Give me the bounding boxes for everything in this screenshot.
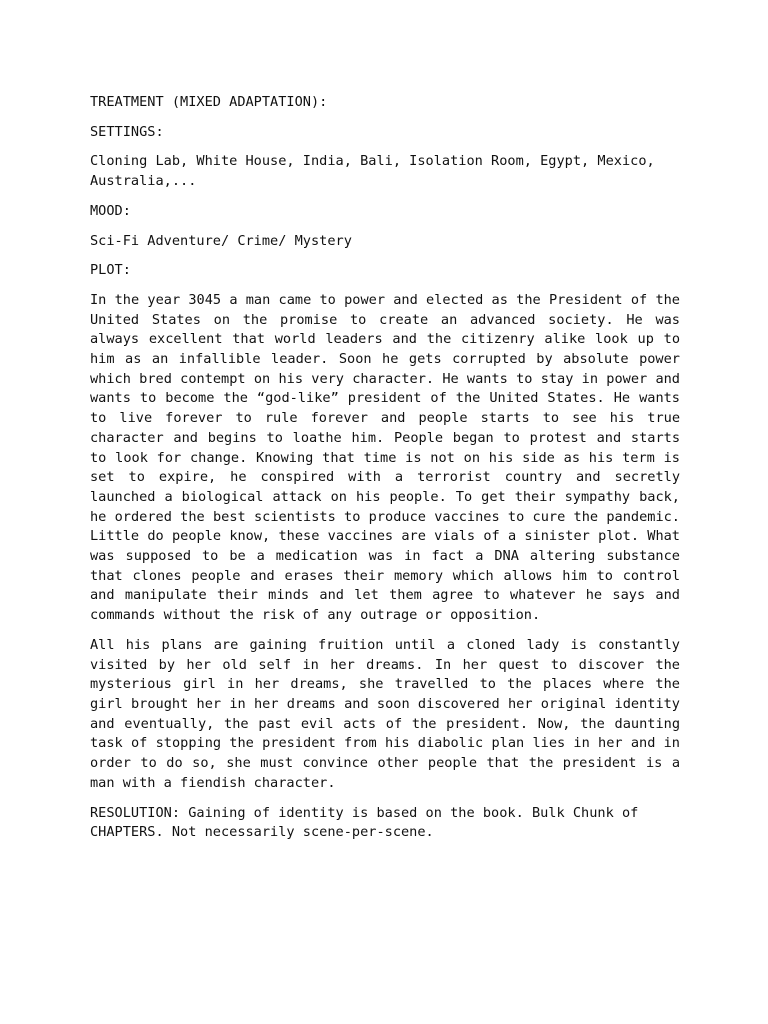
document-page bbox=[90, 93, 680, 853]
mood-text: Sci-Fi Adventure/ Crime/ Mystery bbox=[90, 232, 352, 249]
treatment-title: TREATMENT (MIXED ADAPTATION): bbox=[90, 94, 328, 110]
settings-label: SETTINGS: bbox=[90, 123, 164, 140]
mood-label: MOOD: bbox=[90, 202, 131, 219]
settings-text: Cloning Lab, White House, India, Bali, Isolation Room, Egypt, Mexico, Australia,... bbox=[90, 153, 655, 190]
plot-label: PLOT: bbox=[90, 262, 131, 279]
plot-paragraph-1: In the year 3045 a man came to power and elected as the President of the United States on the promise to create an advanced society. He was always excellent that world leaders and the citizenry alike look up to him as an infallible leader. Soon he gets corrupted by absolute power which bred contempt on his very character. He wants to stay in power and wants to become the “god-like” president of the United States. He wants to live forever to rule forever and people starts to see his true character and begins to loathe him. People began to protest and starts to look for change. Knowing that time is not on his side as his term is set to expire, he conspired with a terrorist country and secretly launched a biological attack on his people. To get their sympathy back, he ordered the best scientists to produce vaccines to cure the pandemic. Little do people know, these vaccines are vials of a sinister plot. What was supposed to be a medication was in fact a DNA altering substance that clones people and erases their memory which allows him to control and manipulate their minds and let them agree to whatever he says and commands without the risk of any outrage or opposition. bbox=[90, 291, 680, 624]
plot-paragraph-2: All his plans are gaining fruition until a cloned lady is constantly visited by her old self in her dreams. In her quest to discover the mysterious girl in her dreams, she travelled to the places where the girl brought her in her dreams and soon discovered her original identity and eventually, the past evil acts of the president. Now, the daunting task of stopping the president from his diabolic plan lies in her and in order to do so, she must convince other people that the president is a man with a fiendish character. bbox=[90, 636, 680, 791]
resolution-text: RESOLUTION: Gaining of identity is based on the book. Bulk Chunk of CHAPTERS. Not necessarily scene-per-scene. bbox=[90, 804, 639, 841]
